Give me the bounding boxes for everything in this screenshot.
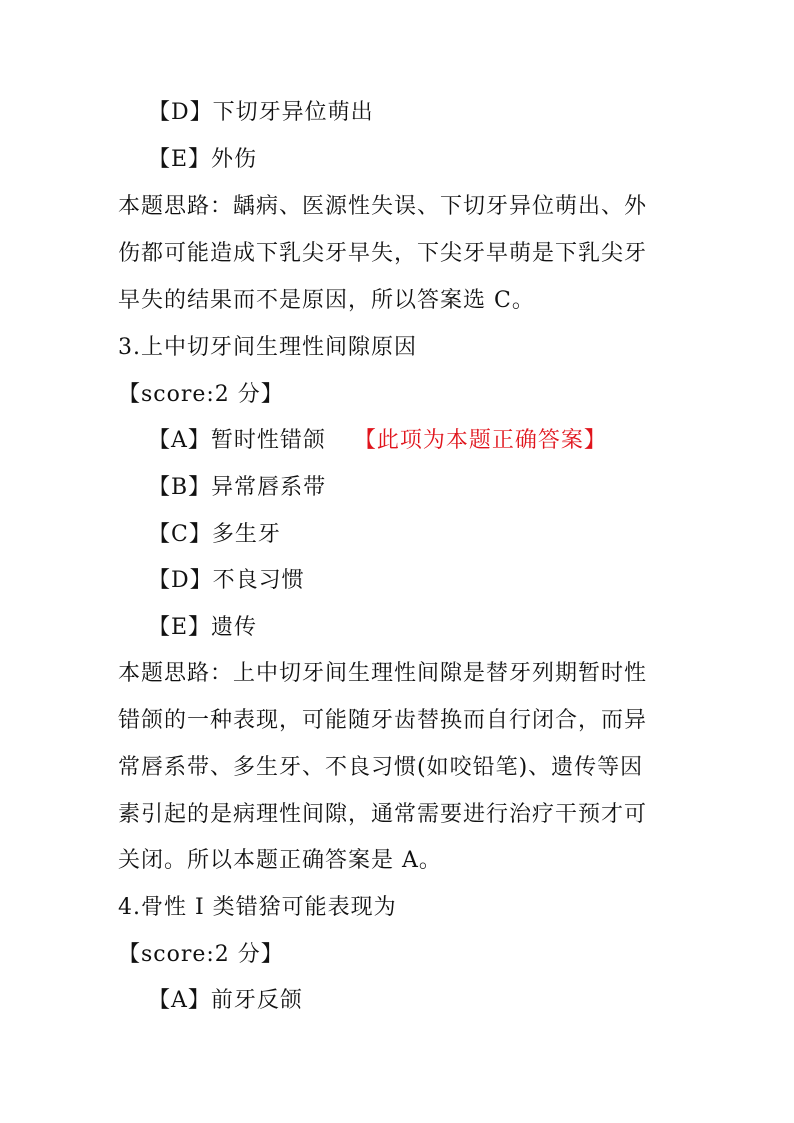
- question-3-score: 【score:2 分】: [118, 382, 284, 407]
- explanation-line: 关闭。所以本题正确答案是 A。: [118, 848, 442, 873]
- option-a-q4: 【A】前牙反颌: [148, 988, 303, 1013]
- option-c-q3: 【C】多生牙: [148, 522, 281, 547]
- question-3-title: 3.上中切牙间生理性间隙原因: [118, 335, 417, 360]
- explanation-line: 伤都可能造成下乳尖牙早失，下尖牙早萌是下乳尖牙: [118, 241, 648, 266]
- option-d-q3: 【D】不良习惯: [148, 568, 305, 593]
- question-4-title: 4.骨性 I 类错猞可能表现为: [118, 895, 397, 920]
- explanation-line: 本题思路：龋病、医源性失误、下切牙异位萌出、外: [118, 194, 648, 219]
- option-b-q3: 【B】异常唇系带: [148, 475, 327, 500]
- option-a-q3: [148, 426, 607, 456]
- question-4-score: 【score:2 分】: [118, 942, 284, 967]
- option-a-q3-text: 【A】暂时性错颌: [148, 428, 326, 453]
- explanation-line: 早失的结果而不是原因，所以答案选 C。: [118, 288, 535, 313]
- correct-answer-mark: 【此项为本题正确答案】: [353, 428, 607, 453]
- explanation-line: 常唇系带、多生牙、不良习惯(如咬铅笔)、遗传等因: [118, 755, 644, 780]
- option-e-q2: 【E】外伤: [148, 147, 258, 172]
- explanation-line: 本题思路：上中切牙间生理性间隙是替牙列期暂时性: [118, 661, 648, 686]
- explanation-line: 素引起的是病理性间隙，通常需要进行治疗干预才可: [118, 802, 648, 827]
- option-d-q2: 【D】下切牙异位萌出: [148, 100, 374, 125]
- option-e-q3: 【E】遗传: [148, 615, 258, 640]
- explanation-line: 错颌的一种表现，可能随牙齿替换而自行闭合，而异: [118, 708, 648, 733]
